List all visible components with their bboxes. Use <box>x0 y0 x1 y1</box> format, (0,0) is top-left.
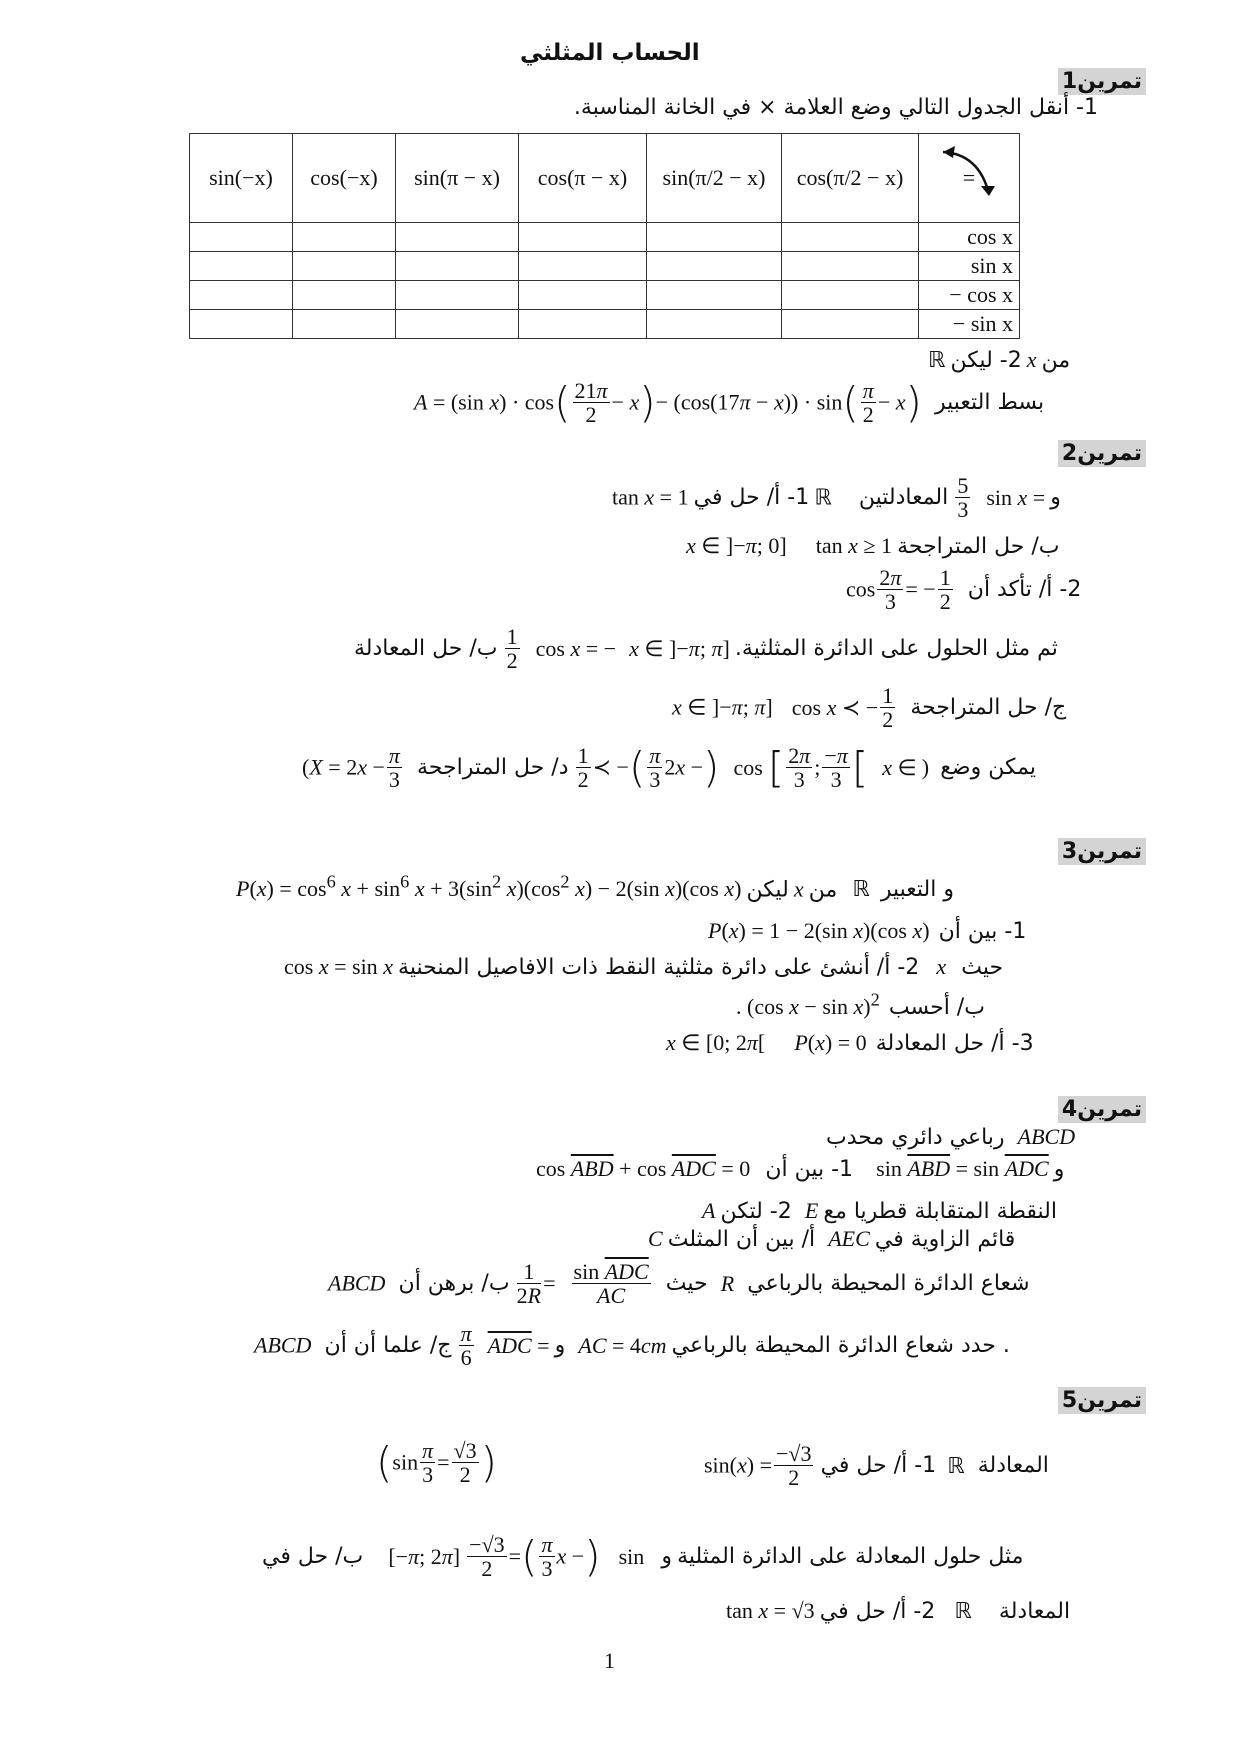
ex5-q2-tail: المعادلة <box>998 1599 1071 1624</box>
ex5-question-1b: مثل حلول المعادلة على الدائرة المثلية و sin(x − $\frac{\pi}{3}$ )= $\frac{-√3}{2}$ [−π; 2π] ب/ حل في <box>262 1531 1024 1581</box>
ex4-question-2b: ABCD شعاع الدائرة المحيطة بالرباعي R حيث $\frac{\sin \overline{ADC}}{AC}$ = $\frac{1}{2R}$ ب/ برهن أن <box>328 1259 1030 1309</box>
table-header-cell: cos(−x) <box>293 134 396 223</box>
word-and: و <box>1050 485 1061 511</box>
ex3-q2a-label: 2- أ/ أنشئ على دائرة مثلثية النقط ذات الافاصيل المنحنية <box>398 955 920 980</box>
ex3-intro-tail: و التعبير <box>880 877 954 903</box>
table-row <box>190 281 1020 310</box>
ex5-hint: (sin $\frac{\pi}{3}$ = $\frac{√3}{2}$ ) <box>376 1437 497 1487</box>
table-header-cell: cos(π/2 − x) <box>782 134 919 223</box>
word-and: و <box>554 1333 566 1359</box>
ex4-q2b-tail: شعاع الدائرة المحيطة بالرباعي <box>747 1271 1030 1297</box>
simplify-label: بسط التعبير <box>934 390 1045 415</box>
ex4-question-2c: ABCD . حدد شعاع الدائرة المحيطة بالرباعي AC = 4cm و $\overline{ADC}$ = $\frac{\pi}{6}$ ج/ علما أن أن <box>254 1321 1010 1371</box>
page-title: الحساب المثلثي <box>520 40 700 66</box>
exercise-1-heading: تمرين1 <box>1058 68 1146 95</box>
ex1-expression-A: A = (sin x) · cos( $\frac{21\pi}{2}$ − x)− (cos(17π − x)) · sin( $\frac{\pi}{2}$ − x) بسط التعبير <box>414 377 1045 427</box>
ex3-q2b-label: ب/ أحسب <box>888 995 985 1021</box>
ex4-q2-tail: النقطة المتقابلة قطريا مع <box>823 1199 1057 1224</box>
ex5-q1b-tail: مثل حلول المعادلة على الدائرة المثلية <box>677 1544 1024 1569</box>
table-row <box>190 310 1020 339</box>
ex5-question-2: tan x = √3 المعادلة ℝ 2- أ/ حل في <box>726 1598 1071 1624</box>
equals-sign: = <box>962 165 976 190</box>
table-header-cell: sin(−x) <box>190 134 293 223</box>
ex5-q1a-tail: المعادلة <box>977 1453 1049 1479</box>
ex4-question-2a: C قائم الزاوية في AEC أ/ بين أن المثلث <box>648 1226 1016 1252</box>
exercise-5-heading: تمرين5 <box>1058 1387 1146 1414</box>
ex4-question-2: A النقطة المتقابلة قطريا مع E 2- لتكن <box>702 1198 1057 1224</box>
ex3-question-2b: . (cos x − sin x)$^2$ ب/ أحسب <box>736 990 985 1021</box>
table-row <box>190 223 1020 252</box>
ex4-q1-label: 1- بين أن <box>765 1157 854 1182</box>
exercise-2-heading: تمرين2 <box>1058 440 1146 467</box>
ex2-q2b-lead: ب/ حل المعادلة <box>354 636 498 662</box>
row-label: − sin x <box>919 310 1020 339</box>
ex4-q2-label: 2- لتكن <box>720 1199 792 1224</box>
ex2-question-2c: x ∈ ]−π; π] cos x ≺ − $\frac{1}{2}$ ج/ حل المتراجحة <box>672 683 1067 733</box>
ex3-q2a-where: حيث <box>961 955 1004 980</box>
ex4-q2a-tail: قائم الزاوية في <box>874 1227 1016 1252</box>
ex4-q2c-label: ج/ علما أن أن <box>324 1333 452 1359</box>
ex4-q2a-label: أ/ بين أن المثلث <box>667 1227 816 1252</box>
table-header-cell: cos(π − x) <box>519 134 647 223</box>
ex2-question-2b: ثم مثل الحلول على الدائرة المثلثية. x ∈ ]−π; π] cos x = − $\frac{1}{2}$ ب/ حل المعادلة <box>354 624 1058 674</box>
ex2-q2b-tail: ثم مثل الحلول على الدائرة المثلثية. <box>734 636 1058 662</box>
word-and: و <box>1053 1157 1065 1182</box>
word-from: من <box>1041 348 1071 373</box>
table-corner-cell <box>919 134 1020 223</box>
ex5-q2-label: 2- أ/ حل في <box>819 1599 936 1624</box>
ex5-question-1a: sin(x) = $\frac{-√3}{2}$ المعادلة ℝ 1- أ/ حل في <box>704 1441 1049 1491</box>
row-label: sin x <box>919 252 1020 281</box>
ex2-q2d-label: د/ حل المتراجحة <box>417 755 569 780</box>
ex1-question-1: 1- أنقل الجدول التالي وضع العلامة × في الخانة المناسبة. <box>573 95 1098 120</box>
ex2-question-2a: cos $\frac{2\pi}{3}$ = − $\frac{1}{2}$ 2- أ/ تأكد أن <box>846 565 1082 615</box>
ex4-q2b-where: حيث <box>665 1271 708 1297</box>
ex3-q3-label: 3- أ/ حل المعادلة <box>875 1031 1034 1056</box>
ex2-q2a-label: 2- أ/ تأكد أن <box>967 577 1082 603</box>
table-header-cell: sin(π − x) <box>396 134 519 223</box>
table-row <box>190 252 1020 281</box>
var-x: x <box>1026 347 1037 372</box>
ex3-intro: $P(x) = \cos^6 x + \sin^6 x + 3(\sin^2$ $x)(\cos^2$ x) − 2(sin x)(cos x) و التعبير ℝ من x ليكن <box>236 872 954 903</box>
ex3-intro-mid: من <box>808 877 838 903</box>
curved-arrow-icon <box>939 144 999 204</box>
ex2-q1a-tail: المعادلتين <box>858 485 949 511</box>
trig-identities-table <box>189 133 1020 339</box>
ex2-question-1b: x ∈ ]−π; 0] tan x ≥ 1 ب/ حل المتراجحة <box>686 533 1060 559</box>
ex5-q1b-label: ب/ حل في <box>262 1544 364 1569</box>
ex5-q1a-label: 1- أ/ حل في <box>820 1453 937 1479</box>
ex2-q2d-hint: يمكن وضع <box>940 755 1036 780</box>
ex4-q2c-tail: . حدد شعاع الدائرة المحيطة بالرباعي <box>671 1333 1010 1359</box>
ex2-q1a-lead: 1- أ/ حل في <box>693 485 810 511</box>
row-label: − cos x <box>919 281 1020 310</box>
ex2-q1b-label: ب/ حل المتراجحة <box>897 534 1060 559</box>
ex3-q1-label: 1- بين أن <box>938 919 1027 944</box>
exercise-4-heading: تمرين4 <box>1058 1096 1146 1123</box>
exercise-3-heading: تمرين3 <box>1058 838 1146 865</box>
ex3-intro-lead: ليكن <box>746 877 789 903</box>
ex4-q2b-label: ب/ برهن أن <box>398 1271 510 1297</box>
ex2-question-1a: tan x = 1 و sin x = $\frac{5}{3}$ المعادلتين ℝ 1- أ/ حل في <box>612 473 1061 523</box>
row-label: cos x <box>919 223 1020 252</box>
ex4-intro: رباعي دائري محدب ABCD <box>826 1124 1076 1150</box>
ex1-q2-lead: 2- ليكن <box>950 348 1022 373</box>
ex2-question-2d: (X = 2x − $\frac{\pi}{3}$ يمكن وضع ) x ∈] $\frac{-\pi}{3}$ ; $\frac{2\pi}{3}$ ] cos(2x − $\frac{\pi}{3}$ )≺ − $\frac{1}{2}$ د/ حل المتراجحة <box>302 742 1036 792</box>
ex3-question-2a: cos x = sin x حيث x 2- أ/ أنشئ على دائرة مثلثية النقط ذات الافاصيل المنحنية <box>284 954 1004 980</box>
table-header-cell: sin(π/2 − x) <box>647 134 782 223</box>
ex4-question-1: $\cos \overline{ABD} + \cos \overline{ADC} = 0$ و $\sin \overline{ABD} = \sin \overline{ADC}$ 1- بين أن <box>536 1156 1065 1182</box>
ex3-question-3: x ∈ [0; 2π[ P(x) = 0 3- أ/ حل المعادلة <box>666 1030 1034 1056</box>
ex3-question-1: P(x) = 1 − 2(sin x)(cos x) 1- بين أن <box>708 918 1027 944</box>
reals-symbol: ℝ <box>928 347 946 372</box>
word-and: و <box>661 1544 672 1569</box>
page-number: 1 <box>604 1648 615 1673</box>
ex4-intro-text: رباعي دائري محدب <box>826 1125 1005 1150</box>
ex2-q2c-label: ج/ حل المتراجحة <box>910 695 1067 721</box>
ex1-question-2 <box>928 347 1070 373</box>
